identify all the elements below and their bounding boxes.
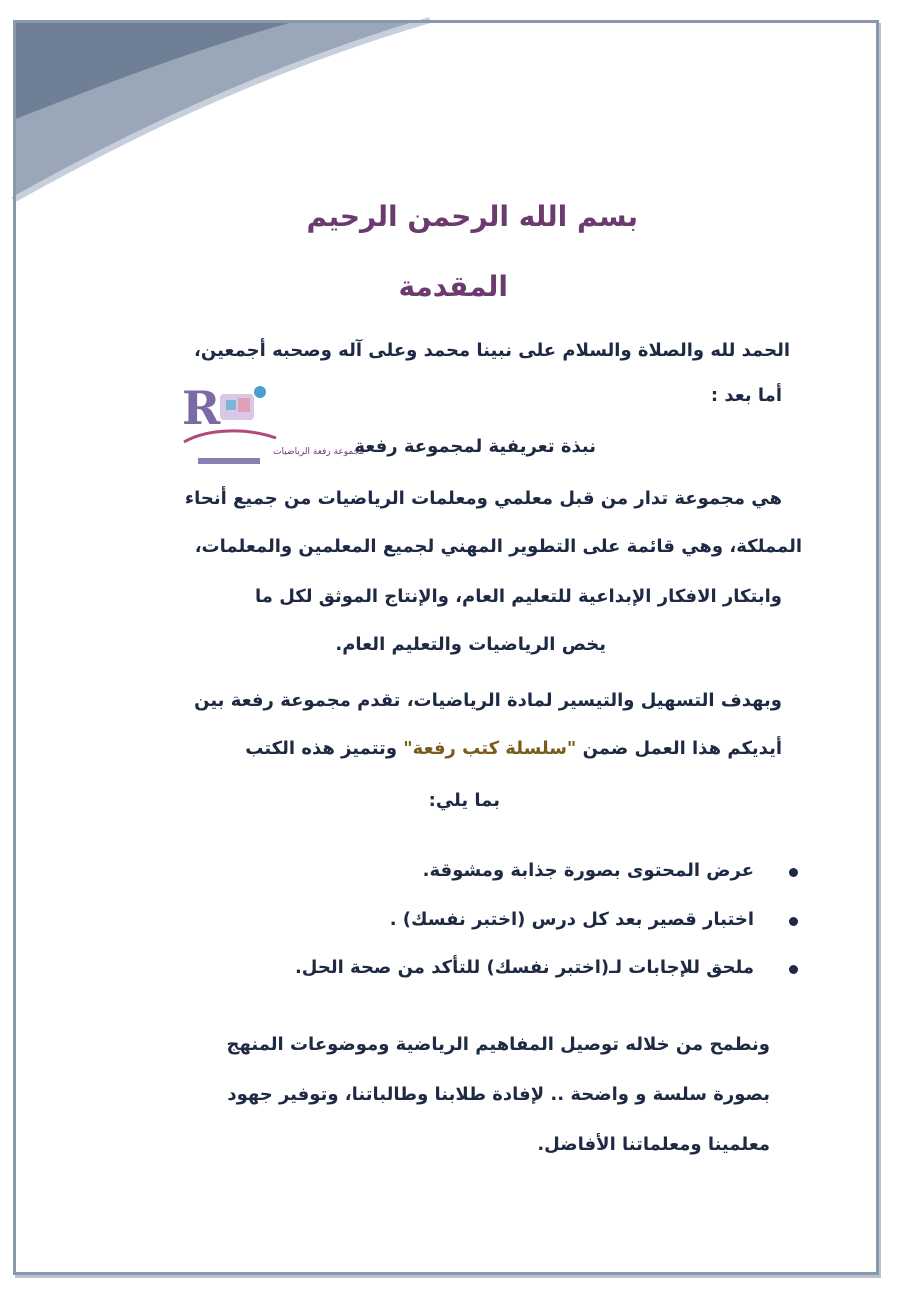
feature-item-3: ملحق للإجابات لـ(اختبر نفسك) للتأكد من صحة الحل. xyxy=(294,957,754,978)
section-title: نبذة تعريفية لمجموعة رفعة xyxy=(354,436,596,457)
logo-letter: R xyxy=(182,381,221,435)
intro-line-1: الحمد لله والصلاة والسلام على نبينا محمد وعلى آله وصحبه أجمعين، xyxy=(194,340,790,361)
feature-item-1: عرض المحتوى بصورة جذابة ومشوقة. xyxy=(422,860,754,881)
about-line-3: وابتكار الافكار الإبداعية للتعليم العام، والإنتاج الموثق لكل ما xyxy=(255,586,782,607)
page-title: المقدمة xyxy=(398,270,508,303)
bullet-icon xyxy=(789,917,798,926)
logo-caption: مجموعة رفعة الرياضيات xyxy=(273,447,365,457)
about-line-4: يخص الرياضيات والتعليم العام. xyxy=(335,634,606,655)
purpose-line-2-start: أيديكم هذا العمل ضمن xyxy=(582,738,782,759)
purpose-line-2-end: وتتميز هذه الكتب xyxy=(245,738,398,759)
purpose-line-3: بما يلي: xyxy=(428,790,500,811)
about-line-1: هي مجموعة تدار من قبل معلمي ومعلمات الرياضيات من جميع أنحاء xyxy=(184,488,782,509)
closing-line-3: معلمينا ومعلماتنا الأفاضل. xyxy=(537,1134,770,1155)
intro-line-2: أما بعد : xyxy=(710,385,782,406)
purpose-line-2 xyxy=(245,738,782,759)
feature-item-2: اختبار قصير بعد كل درس (اختبر نفسك) . xyxy=(389,909,754,930)
bullet-icon xyxy=(789,965,798,974)
purpose-line-1: وبهدف التسهيل والتيسير لمادة الرياضيات، تقدم مجموعة رفعة بين xyxy=(194,690,782,711)
series-name: "سلسلة كتب رفعة" xyxy=(403,738,577,759)
closing-line-1: ونطمح من خلاله توصيل المفاهيم الرياضية وموضوعات المنهج xyxy=(226,1034,770,1055)
about-line-2: المملكة، وهي قائمة على التطوير المهني لجميع المعلمين والمعلمات، xyxy=(194,536,802,557)
closing-line-2: بصورة سلسة و واضحة .. لإفادة طلابنا وطالباتنا، وتوفير جهود xyxy=(227,1084,770,1105)
rifaa-logo xyxy=(178,380,365,466)
basmala: بسم الله الرحمن الرحيم xyxy=(306,200,638,233)
bullet-icon xyxy=(789,868,798,877)
